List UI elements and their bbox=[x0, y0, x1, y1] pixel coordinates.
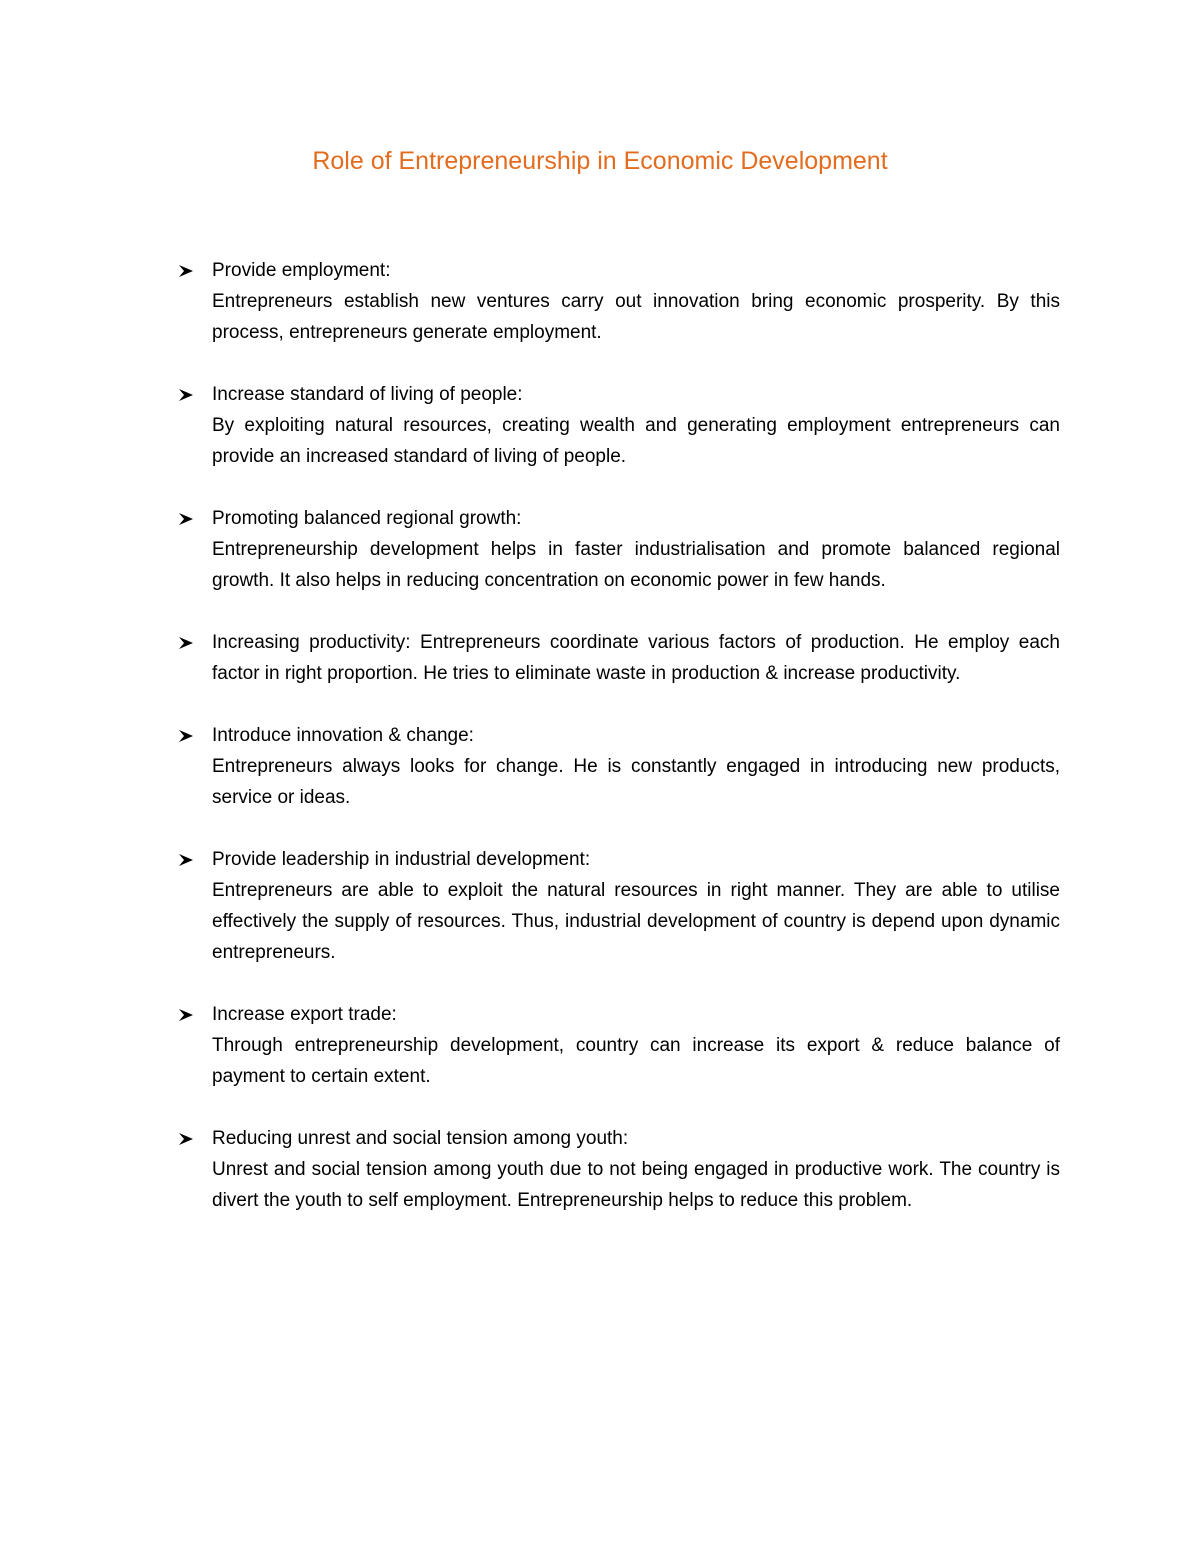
page-title: Role of Entrepreneurship in Economic Development bbox=[312, 147, 888, 175]
arrowhead-bullet-icon bbox=[178, 503, 200, 534]
arrowhead-bullet-icon bbox=[178, 1123, 200, 1154]
item-body: Entrepreneurship development helps in faster industrialisation and promote balanced regional growth. It also helps in reducing concentration on economic power in few hands. bbox=[212, 539, 1060, 591]
list-item bbox=[176, 1123, 1060, 1216]
item-heading: Promoting balanced regional growth: bbox=[212, 508, 522, 529]
item-heading: Provide employment: bbox=[212, 260, 391, 281]
item-body: Through entrepreneurship development, country can increase its export & reduce balance of payment to certain extent. bbox=[212, 1035, 1060, 1087]
item-body: Entrepreneurs always looks for change. He is constantly engaged in introducing new products, service or ideas. bbox=[212, 756, 1060, 808]
list-item bbox=[176, 720, 1060, 813]
arrowhead-bullet-icon bbox=[178, 844, 200, 875]
item-heading: Introduce innovation & change: bbox=[212, 725, 474, 746]
item-heading: Increasing productivity: bbox=[212, 632, 421, 653]
list-item bbox=[176, 503, 1060, 596]
list-item bbox=[176, 255, 1060, 348]
bullet-list bbox=[176, 255, 1060, 1247]
item-body: Entrepreneurs establish new ventures carry out innovation bring economic prosperity. By this process, entrepreneurs generate employment. bbox=[212, 291, 1060, 343]
arrowhead-bullet-icon bbox=[178, 379, 200, 410]
list-item bbox=[176, 627, 1060, 689]
arrowhead-bullet-icon bbox=[178, 627, 200, 658]
item-body: Entrepreneurs coordinate various factors of production. He employ each factor in right proportion. He tries to eliminate waste in production & increase productivity. bbox=[212, 632, 1060, 684]
item-body: By exploiting natural resources, creating wealth and generating employment entrepreneurs can provide an increased standard of living of people. bbox=[212, 415, 1060, 467]
list-item bbox=[176, 844, 1060, 968]
item-body: Unrest and social tension among youth due to not being engaged in productive work. The country is divert the youth to self employment. Entrepreneurship helps to reduce this problem. bbox=[212, 1159, 1060, 1211]
arrowhead-bullet-icon bbox=[178, 999, 200, 1030]
item-heading: Provide leadership in industrial development: bbox=[212, 849, 591, 870]
list-item bbox=[176, 999, 1060, 1092]
list-item bbox=[176, 379, 1060, 472]
arrowhead-bullet-icon bbox=[178, 255, 200, 286]
item-body: Entrepreneurs are able to exploit the natural resources in right manner. They are able to utilise effectively the supply of resources. Thus, industrial development of country is depend upon dynamic entrepreneurs. bbox=[212, 880, 1060, 963]
item-heading: Reducing unrest and social tension among youth: bbox=[212, 1128, 629, 1149]
item-heading: Increase export trade: bbox=[212, 1004, 397, 1025]
item-heading: Increase standard of living of people: bbox=[212, 384, 523, 405]
arrowhead-bullet-icon bbox=[178, 720, 200, 751]
